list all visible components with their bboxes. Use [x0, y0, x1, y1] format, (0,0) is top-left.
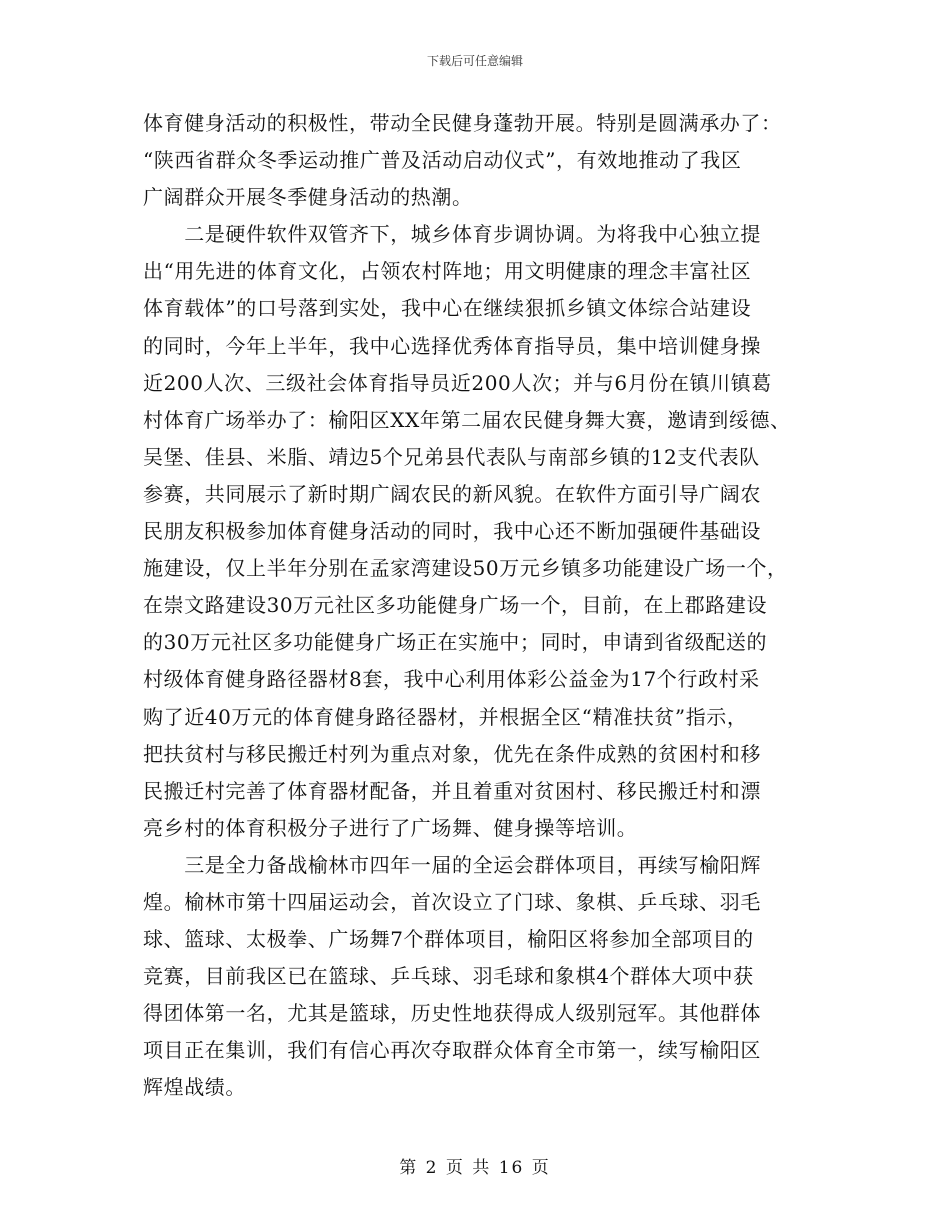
body-line: 项目正在集训，我们有信心再次夺取群众体育全市第一，续写榆阳区 [143, 1038, 761, 1063]
body-line: 在崇文路建设30万元社区多功能健身广场一个，目前，在上郡路建设 [143, 593, 768, 618]
body-line: 把扶贫村与移民搬迁村列为重点对象，优先在条件成熟的贫困村和移 [143, 741, 761, 766]
body-line: 煌。榆林市第十四届运动会，首次设立了门球、象棋、乒乓球、羽毛 [143, 889, 761, 914]
body-line: 的30万元社区多功能健身广场正在实施中；同时，申请到省级配送的 [143, 630, 768, 655]
body-line: “陕西省群众冬季运动推广普及活动启动仪式”，有效地推动了我区 [143, 148, 742, 173]
body-line: 村级体育健身路径器材8套，我中心利用体彩公益金为17个行政村采 [143, 667, 760, 692]
body-line: 出“用先进的体育文化，占领农村阵地；用文明健康的理念丰富社区 [143, 259, 752, 284]
body-line: 参赛，共同展示了新时期广阔农民的新风貌。在软件方面引导广阔农 [143, 481, 761, 506]
body-line: 民朋友积极参加体育健身活动的同时，我中心还不断加强硬件基础设 [143, 519, 761, 544]
page-header: 下载后可任意编辑 [426, 54, 523, 68]
body-line: 广阔群众开展冬季健身活动的热潮。 [143, 185, 473, 210]
body-line: 亮乡村的体育积极分子进行了广场舞、健身操等培训。 [143, 815, 638, 840]
body-line: 购了近40万元的体育健身路径器材，并根据全区“精准扶贫”指示， [143, 704, 748, 729]
body-line: 得团体第一名，尤其是篮球，历史性地获得成人级别冠军。其他群体 [143, 1001, 761, 1026]
body-line: 三是全力备战榆林市四年一届的全运会群体项目，再续写榆阳辉 [143, 852, 761, 877]
body-line: 辉煌战绩。 [143, 1075, 246, 1100]
body-line: 的同时，今年上半年，我中心选择优秀体育指导员，集中培训健身操 [143, 333, 761, 358]
body-line: 吴堡、佳县、米脂、靖边5个兄弟县代表队与南部乡镇的12支代表队 [143, 444, 760, 469]
body-line: 球、篮球、太极拳、广场舞7个群体项目，榆阳区将参加全部项目的 [143, 927, 754, 952]
body-line: 近200人次、三级社会体育指导员近200人次；并与6月份在镇川镇葛 [143, 370, 772, 395]
body-line: 施建设，仅上半年分别在孟家湾建设50万元乡镇多功能建设广场一个， [143, 556, 788, 581]
body-line: 民搬迁村完善了体育器材配备，并且着重对贫困村、移民搬迁村和漂 [143, 778, 761, 803]
document-body [143, 105, 823, 1107]
body-line: 体育载体”的口号落到实处，我中心在继续狠抓乡镇文体综合站建设 [143, 296, 752, 321]
body-line: 二是硬件软件双管齐下，城乡体育步调协调。为将我中心独立提 [143, 222, 761, 247]
body-line: 村体育广场举办了：榆阳区XX年第二届农民健身舞大赛，邀请到绥德、 [143, 407, 791, 432]
body-line: 竞赛，目前我区已在篮球、乒乓球、羽毛球和象棋4个群体大项中获 [143, 964, 754, 989]
body-line: 体育健身活动的积极性，带动全民健身蓬勃开展。特别是圆满承办了： [143, 111, 782, 135]
page-number-footer: 第 2 页 共 16 页 [399, 1158, 551, 1178]
